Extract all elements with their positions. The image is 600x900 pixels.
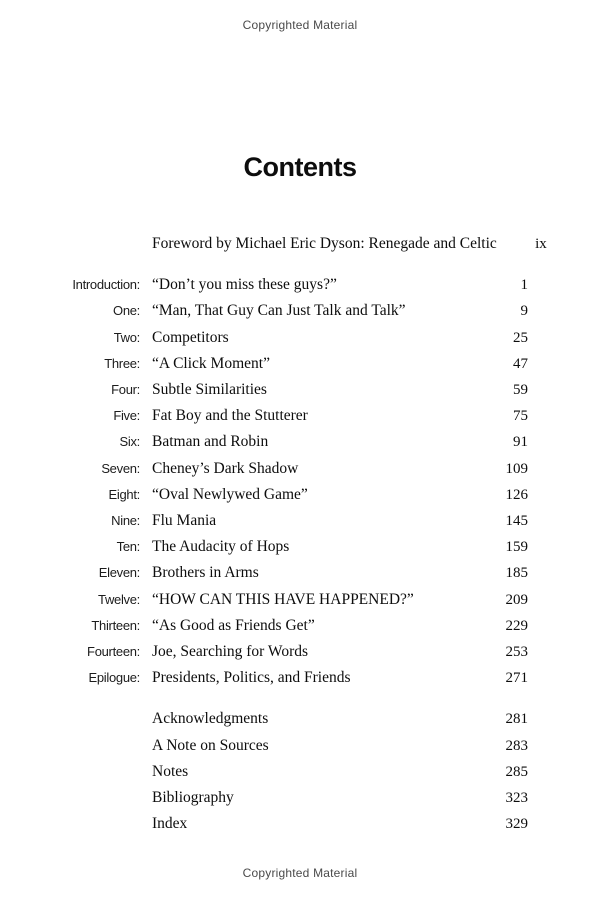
chapter-title: Subtle Similarities <box>152 381 267 399</box>
toc-entry-row <box>72 351 528 377</box>
toc-entry-row <box>72 482 528 508</box>
chapter-title: Brothers in Arms <box>152 564 259 582</box>
back-matter-row <box>72 706 528 732</box>
toc-entry-row <box>72 325 528 351</box>
chapter-label: Seven: <box>101 460 140 476</box>
chapter-page-number: 159 <box>505 539 528 556</box>
chapter-page-number: 209 <box>505 591 528 608</box>
chapter-title: The Audacity of Hops <box>152 538 290 556</box>
chapter-label: Eight: <box>108 486 140 502</box>
chapter-title: Competitors <box>152 328 229 346</box>
foreword-row <box>72 231 547 257</box>
chapter-label: Ten: <box>116 539 140 555</box>
chapter-title: “As Good as Friends Get” <box>152 616 315 634</box>
back-matter-title: Index <box>152 815 188 833</box>
chapter-page-number: 25 <box>513 329 528 346</box>
back-matter-row <box>72 811 528 837</box>
chapter-title: “HOW CAN THIS HAVE HAPPENED?” <box>152 590 414 608</box>
toc-entry-row <box>72 429 528 455</box>
copyright-notice-bottom: Copyrighted Material <box>242 866 358 880</box>
chapter-title: Fat Boy and the Stutterer <box>152 407 308 425</box>
foreword-page-number: ix <box>535 236 547 252</box>
chapter-label: Fourteen: <box>87 644 140 660</box>
back-matter-title: Acknowledgments <box>152 710 269 728</box>
copyright-notice-top: Copyrighted Material <box>242 18 358 32</box>
chapter-page-number: 126 <box>505 486 528 503</box>
back-matter-title: A Note on Sources <box>152 736 269 754</box>
chapter-page-number: 185 <box>505 565 528 582</box>
chapter-page-number: 229 <box>505 617 528 634</box>
toc-entry-row <box>72 298 528 324</box>
chapter-page-number: 91 <box>513 434 528 451</box>
foreword-title: Foreword by Michael Eric Dyson: Renegade and Celtic <box>152 235 497 252</box>
chapter-title: Presidents, Politics, and Friends <box>152 669 351 687</box>
toc-entry-row <box>72 508 528 534</box>
contents-body <box>72 0 547 837</box>
chapter-title: “Man, That Guy Can Just Talk and Talk” <box>152 302 406 320</box>
back-matter-row <box>72 759 528 785</box>
toc-entry-row <box>72 456 528 482</box>
chapter-label: Thirteen: <box>91 617 140 633</box>
chapter-page-number: 271 <box>505 670 528 687</box>
toc-entry-row <box>72 272 528 298</box>
chapter-label: Twelve: <box>98 591 140 607</box>
back-matter-page-number: 323 <box>505 790 528 807</box>
chapter-label: Introduction: <box>72 277 140 293</box>
chapter-title: “Oval Newlywed Game” <box>152 485 308 503</box>
chapter-label: Three: <box>104 355 140 371</box>
chapter-label: Epilogue: <box>88 670 140 686</box>
toc-entry-row <box>72 534 528 560</box>
toc-entry-row <box>72 665 528 691</box>
toc-entry-row <box>72 587 528 613</box>
back-matter-title: Notes <box>152 762 189 780</box>
back-matter-page-number: 285 <box>505 763 528 780</box>
toc-entry-row <box>72 403 528 429</box>
chapter-page-number: 145 <box>505 513 528 530</box>
toc-entry-row <box>72 613 528 639</box>
chapter-entries-list <box>72 272 528 691</box>
chapter-title: Joe, Searching for Words <box>152 643 309 661</box>
back-matter-row <box>72 733 528 759</box>
chapter-page-number: 9 <box>520 303 528 320</box>
chapter-page-number: 47 <box>513 355 528 372</box>
back-matter-page-number: 329 <box>505 816 528 833</box>
chapter-label: Eleven: <box>98 565 140 581</box>
chapter-label: One: <box>113 303 140 319</box>
chapter-page-number: 109 <box>505 460 528 477</box>
chapter-page-number: 59 <box>513 382 528 399</box>
page-title: Contents <box>243 152 357 182</box>
chapter-label: Two: <box>113 329 140 345</box>
chapter-title: “Don’t you miss these guys?” <box>152 276 337 294</box>
back-matter-row <box>72 785 528 811</box>
toc-entry-row <box>72 377 528 403</box>
back-matter-title: Bibliography <box>152 789 234 807</box>
toc-entry-row <box>72 560 528 586</box>
chapter-page-number: 253 <box>505 644 528 661</box>
toc-entry-row <box>72 639 528 665</box>
chapter-page-number: 1 <box>520 277 528 294</box>
chapter-label: Six: <box>119 434 140 450</box>
chapter-title: “A Click Moment” <box>152 354 270 372</box>
chapter-title: Cheney’s Dark Shadow <box>152 459 299 477</box>
back-matter-page-number: 283 <box>505 737 528 754</box>
chapter-page-number: 75 <box>513 408 528 425</box>
chapter-label: Four: <box>111 382 140 398</box>
chapter-label: Five: <box>113 408 140 424</box>
back-matter-list <box>72 706 528 837</box>
chapter-label: Nine: <box>111 513 140 529</box>
back-matter-page-number: 281 <box>505 711 528 728</box>
foreword-section <box>72 231 547 257</box>
chapter-title: Batman and Robin <box>152 433 269 451</box>
chapter-title: Flu Mania <box>152 512 217 530</box>
